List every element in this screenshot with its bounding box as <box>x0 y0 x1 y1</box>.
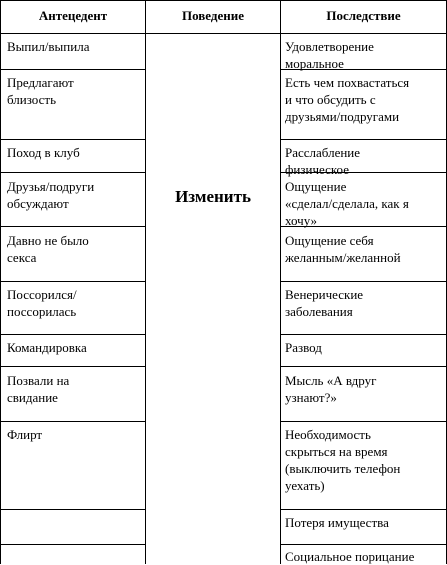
row-divider-left <box>0 226 146 227</box>
column-divider-2 <box>280 0 281 564</box>
row-divider-left <box>0 421 146 422</box>
row-divider-left <box>0 139 146 140</box>
antecedent-cell: Выпил/выпила <box>7 39 90 54</box>
antecedent-cell: Поссорился/ поссорилась <box>7 287 77 319</box>
consequence-cell: Потеря имущества <box>285 515 389 530</box>
row-divider-right <box>280 544 447 545</box>
column-divider-1 <box>145 0 146 564</box>
table-border-left <box>0 0 1 564</box>
behavior-value: Изменить <box>175 187 251 206</box>
row-divider-left <box>0 334 146 335</box>
antecedent-cell: Флирт <box>7 427 43 442</box>
antecedent-cell: Друзья/подруги обсуждают <box>7 179 95 211</box>
header-consequence: Последствие <box>326 8 401 23</box>
antecedent-cell: Давно не было секса <box>7 233 89 265</box>
consequence-cell: Расслабление физическое <box>285 145 361 177</box>
header-divider <box>0 33 447 34</box>
header-antecedent: Антецедент <box>38 8 108 23</box>
row-divider-left <box>0 544 146 545</box>
row-divider-left <box>0 366 146 367</box>
row-divider-left <box>0 69 146 70</box>
antecedent-cell: Позвали на свидание <box>7 373 70 405</box>
consequence-cell: Ощущение «сделал/сделала, как я хочу» <box>285 179 409 228</box>
row-divider-right <box>280 139 447 140</box>
consequence-cell: Ощущение себя желанным/желанной <box>285 233 401 265</box>
consequence-cell: Развод <box>285 340 322 355</box>
row-divider-left <box>0 172 146 173</box>
consequence-cell: Мысль «А вдруг узнают?» <box>285 373 377 405</box>
consequence-cell: Есть чем похвастаться и что обсудить с друзьями/подругами <box>285 75 410 124</box>
consequence-cell: Социальное порицание <box>285 549 415 564</box>
row-divider-right <box>280 281 447 282</box>
row-divider-right <box>280 509 447 510</box>
row-divider-left <box>0 509 146 510</box>
row-divider-right <box>280 421 447 422</box>
row-divider-left <box>0 281 146 282</box>
consequence-cell: Удовлетворение моральное <box>285 39 374 71</box>
antecedent-cell: Предлагают близость <box>7 75 74 107</box>
antecedent-cell: Командировка <box>7 340 87 355</box>
consequence-cell: Необходимость скрыться на время (выключить телефон уехать) <box>285 427 401 493</box>
row-divider-right <box>280 334 447 335</box>
antecedent-cell: Поход в клуб <box>7 145 80 160</box>
consequence-cell: Венерические заболевания <box>285 287 364 319</box>
row-divider-right <box>280 366 447 367</box>
header-behavior: Поведение <box>181 8 244 23</box>
